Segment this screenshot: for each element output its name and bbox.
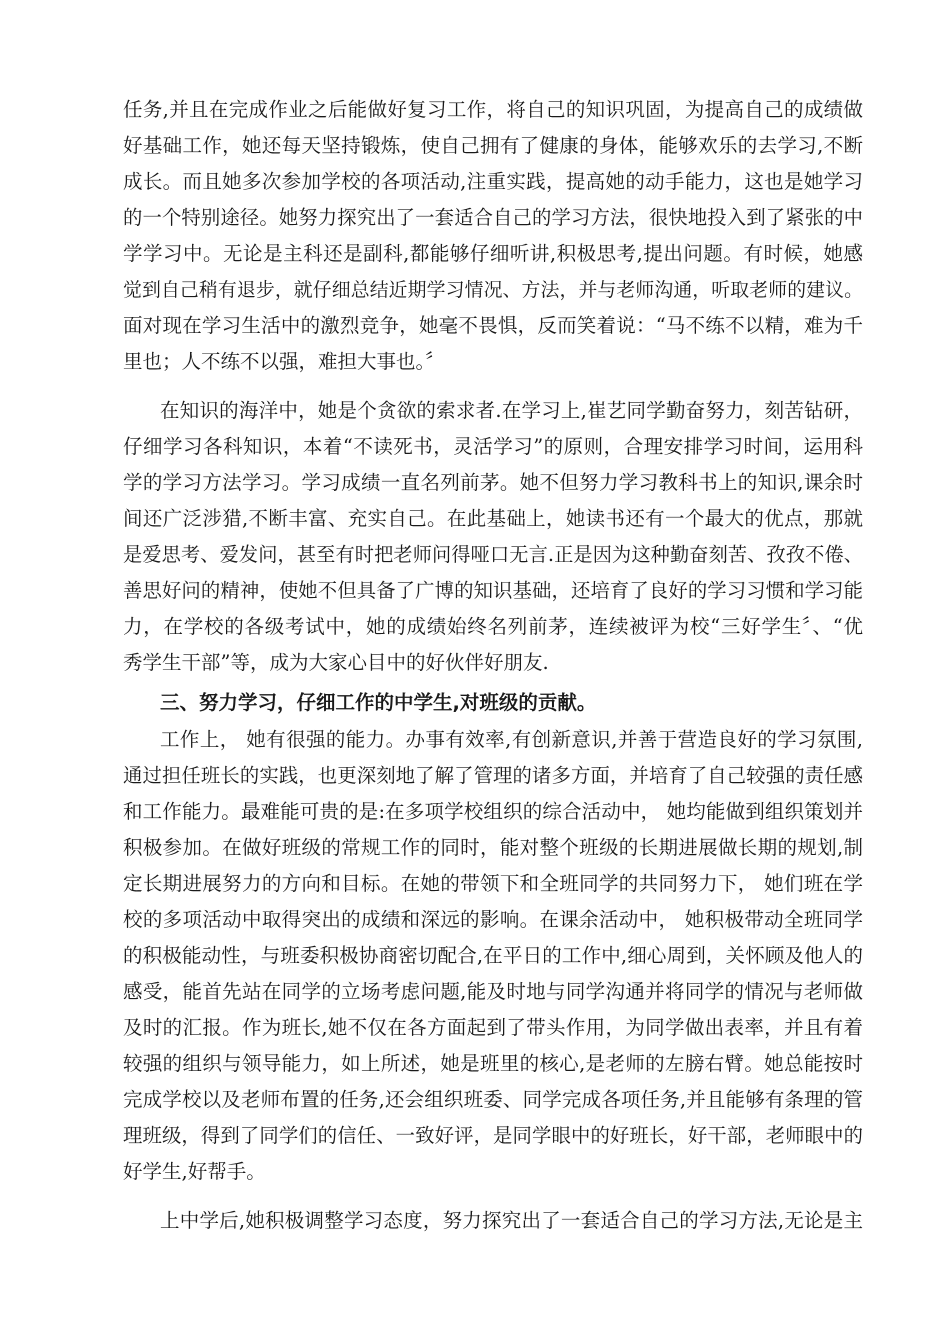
paragraph-line: 及时的汇报。作为班长,她不仅在各方面起到了带头作用，为同学做出表率，并且有着 — [123, 1016, 863, 1039]
paragraph-line: 觉到自己稍有退步，就仔细总结近期学习情况、方法，并与老师沟通，听取老师的建议。 — [123, 279, 863, 301]
paragraph-line: 里也；人不练不以强，难担大事也。〞 — [123, 350, 445, 373]
paragraph-line: 理班级，得到了同学们的信任、一致好评，是同学眼中的好班长，好干部，老师眼中的 — [123, 1124, 863, 1147]
paragraph-line: 秀学生干部”等，成为大家心目中的好伙伴好朋友. — [123, 651, 549, 674]
paragraph-line: 学的学习方法学习。学习成绩一直名列前茅。她不但努力学习教科书上的知识,课余时 — [123, 471, 863, 494]
paragraph-line: 间还广泛涉猎,不断丰富、充实自己。在此基础上，她读书还有一个最大的优点，那就 — [123, 507, 863, 530]
paragraph-line: 工作上， 她有很强的能力。办事有效率,有创新意识,并善于营造良好的学习氛围, — [160, 728, 863, 751]
paragraph-line: 积极参加。在做好班级的常规工作的同时，能对整个班级的长期进展做长期的规划,制 — [123, 836, 863, 859]
paragraph-line: 感受，能首先站在同学的立场考虑问题,能及时地与同学沟通并将同学的情况与老师做 — [123, 980, 863, 1003]
paragraph-line: 是爱思考、爱发问，甚至有时把老师问得哑口无言.正是因为这种勤奋刻苦、孜孜不倦、 — [123, 543, 863, 566]
paragraph-line: 力，在学校的各级考试中，她的成绩始终名列前茅，连续被评为校“三好学生〞、“优 — [123, 615, 863, 638]
paragraph-line: 和工作能力。最难能可贵的是:在多项学校组织的综合活动中， 她均能做到组织策划并 — [123, 800, 863, 823]
paragraph-line: 通过担任班长的实践，也更深刻地了解了管理的诸多方面，并培育了自己较强的责任感 — [123, 764, 863, 787]
paragraph-line: 好基础工作，她还每天坚持锻炼，使自己拥有了健康的身体，能够欢乐的去学习,不断 — [123, 134, 863, 157]
paragraph-line: 仔细学习各科知识，本着“不读死书，灵活学习”的原则，合理安排学习时间，运用科 — [123, 435, 863, 458]
paragraph-line: 善思好问的精神，使她不但具备了广博的知识基础，还培育了良好的学习习惯和学习能 — [123, 579, 863, 602]
paragraph-4 — [123, 1203, 863, 1239]
paragraph-1 — [123, 92, 863, 380]
section-heading-block — [123, 685, 863, 721]
paragraph-line: 定长期进展努力的方向和目标。在她的带领下和全班同学的共同努力下， 她们班在学 — [123, 872, 863, 895]
paragraph-line: 好学生,好帮手。 — [123, 1160, 266, 1183]
paragraph-3 — [123, 722, 863, 1190]
paragraph-line: 任务,并且在完成作业之后能做好复习工作，将自己的知识巩固，为提高自己的成绩做 — [123, 98, 863, 121]
paragraph-line: 的积极能动性，与班委积极协商密切配合,在平日的工作中,细心周到，关怀顾及他人的 — [123, 944, 863, 967]
paragraph-line: 完成学校以及老师布置的任务,还会组织班委、同学完成各项任务,并且能够有条理的管 — [123, 1088, 863, 1111]
section-heading: 三、努力学习，仔细工作的中学生,对班级的贡献。 — [160, 691, 597, 714]
paragraph-line: 面对现在学习生活中的激烈竞争，她毫不畏惧，反而笑着说：“马不练不以精，难为千 — [123, 314, 863, 337]
paragraph-line: 上中学后,她积极调整学习态度，努力探究出了一套适合自己的学习方法,无论是主 — [160, 1209, 863, 1232]
paragraph-line: 学学习中。无论是主科还是副科,都能够仔细听讲,积极思考,提出问题。有时候，她感 — [123, 242, 863, 265]
paragraph-line: 较强的组织与领导能力，如上所述，她是班里的核心,是老师的左膀右臂。她总能按时 — [123, 1052, 863, 1075]
paragraph-line: 校的多项活动中取得突出的成绩和深远的影响。在课余活动中， 她积极带动全班同学 — [123, 908, 863, 931]
paragraph-line: 成长。而且她多次参加学校的各项活动,注重实践，提高她的动手能力，这也是她学习 — [123, 170, 863, 193]
paragraph-2 — [123, 393, 863, 681]
paragraph-line: 的一个特别途径。她努力探究出了一套适合自己的学习方法，很快地投入到了紧张的中 — [123, 206, 863, 229]
paragraph-line: 在知识的海洋中，她是个贪欲的索求者.在学习上,崔艺同学勤奋努力，刻苦钻研， — [160, 399, 863, 422]
